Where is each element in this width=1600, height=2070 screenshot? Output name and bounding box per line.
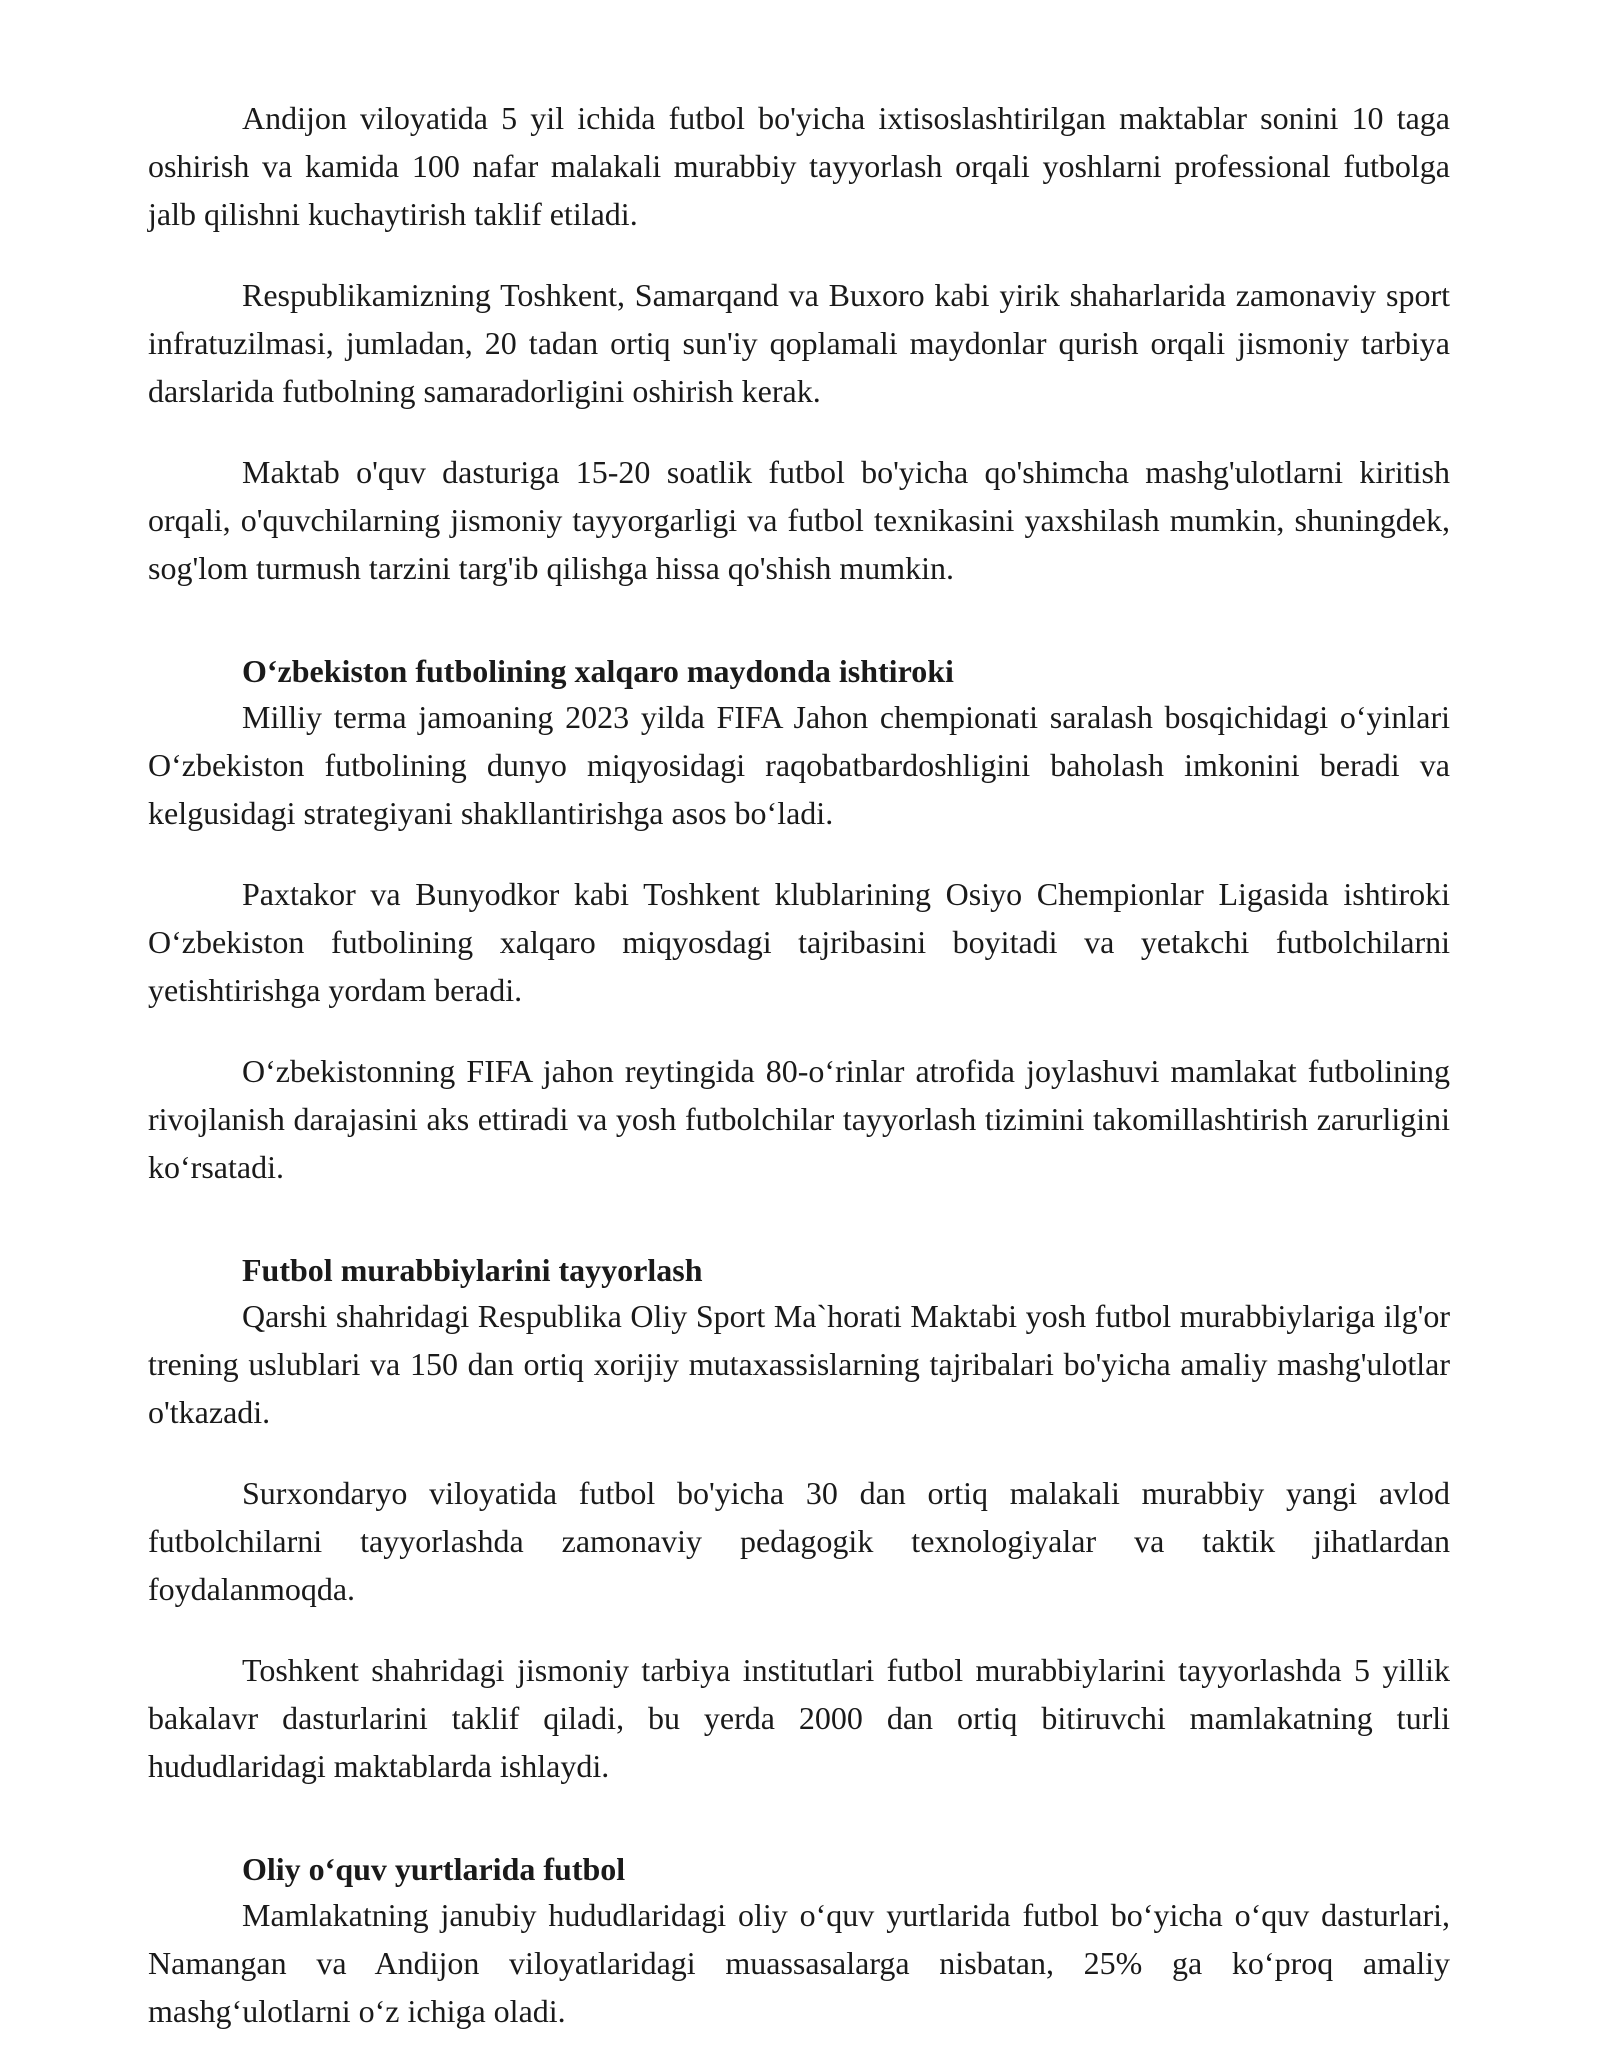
paragraph: Mamlakatning janubiy hududlaridagi oliy o‘quv yurtlarida futbol bo‘yicha o‘quv dasturlari, Namangan va Andijon viloyatlaridagi muassasalarga nisbatan, 25% ga ko‘proq amaliy mashg‘ulotlarni o‘z ichiga oladi. <box>148 1897 1450 2029</box>
document-page <box>148 94 1450 2035</box>
paragraph: Milliy terma jamoaning 2023 yilda FIFA Jahon chempionati saralash bosqichidagi o‘yinlari O‘zbekiston futbolining dunyo miqyosidagi raqobatbardoshligini baholash imkonini beradi va kelgusidagi strategiyani shakllantirishga asos bo‘ladi. <box>148 699 1450 831</box>
paragraph: Andijon viloyatida 5 yil ichida futbol bo'yicha ixtisoslashtirilgan maktablar sonini 10 taga oshirish va kamida 100 nafar malakali murabbiy tayyorlash orqali yoshlarni professional futbolga jalb qilishni kuchaytirish taklif etiladi. <box>148 100 1450 232</box>
paragraph: Maktab o'quv dasturiga 15-20 soatlik futbol bo'yicha qo'shimcha mashg'ulotlarni kiritish orqali, o'quvchilarning jismoniy tayyorgarligi va futbol texnikasini yaxshilash mumkin, shuningdek, sog'lom turmush tarzini targ'ib qilishga hissa qo'shish mumkin. <box>148 454 1450 586</box>
paragraph: Paxtakor va Bunyodkor kabi Toshkent klublarining Osiyo Chempionlar Ligasida ishtiroki O‘zbekiston futbolining xalqaro miqyosdagi tajribasini boyitadi va yetakchi futbolchilarni yetishtirishga yordam beradi. <box>148 876 1450 1008</box>
paragraph: Respublikamizning Toshkent, Samarqand va Buxoro kabi yirik shaharlarida zamonaviy sport infratuzilmasi, jumladan, 20 tadan ortiq sun'iy qoplamali maydonlar qurish orqali jismoniy tarbiya darslarida futbolning samaradorligini oshirish kerak. <box>148 277 1450 409</box>
section-heading: Oliy o‘quv yurtlarida futbol <box>242 1851 626 1887</box>
paragraph: Toshkent shahridagi jismoniy tarbiya institutlari futbol murabbiylarini tayyorlashda 5 yillik bakalavr dasturlarini taklif qiladi, bu yerda 2000 dan ortiq bitiruvchi mamlakatning turli hududlaridagi maktablarda ishlaydi. <box>148 1652 1450 1784</box>
paragraph: O‘zbekistonning FIFA jahon reytingida 80-o‘rinlar atrofida joylashuvi mamlakat futbolining rivojlanish darajasini aks ettiradi va yosh futbolchilar tayyorlash tizimini takomillashtirish zarurligini ko‘rsatadi. <box>148 1053 1450 1185</box>
section-heading: O‘zbekiston futbolining xalqaro maydonda ishtiroki <box>242 653 954 689</box>
paragraph: Qarshi shahridagi Respublika Oliy Sport Ma`horati Maktabi yosh futbol murabbiylariga ilg'or trening uslublari va 150 dan ortiq xorijiy mutaxassislarning tajribalari bo'yicha amaliy mashg'ulotlar o'tkazadi. <box>148 1298 1450 1430</box>
paragraph: Surxondaryo viloyatida futbol bo'yicha 30 dan ortiq malakali murabbiy yangi avlod futbolchilarni tayyorlashda zamonaviy pedagogik texnologiyalar va taktik jihatlardan foydalanmoqda. <box>148 1475 1450 1607</box>
section-heading: Futbol murabbiylarini tayyorlash <box>242 1252 703 1288</box>
